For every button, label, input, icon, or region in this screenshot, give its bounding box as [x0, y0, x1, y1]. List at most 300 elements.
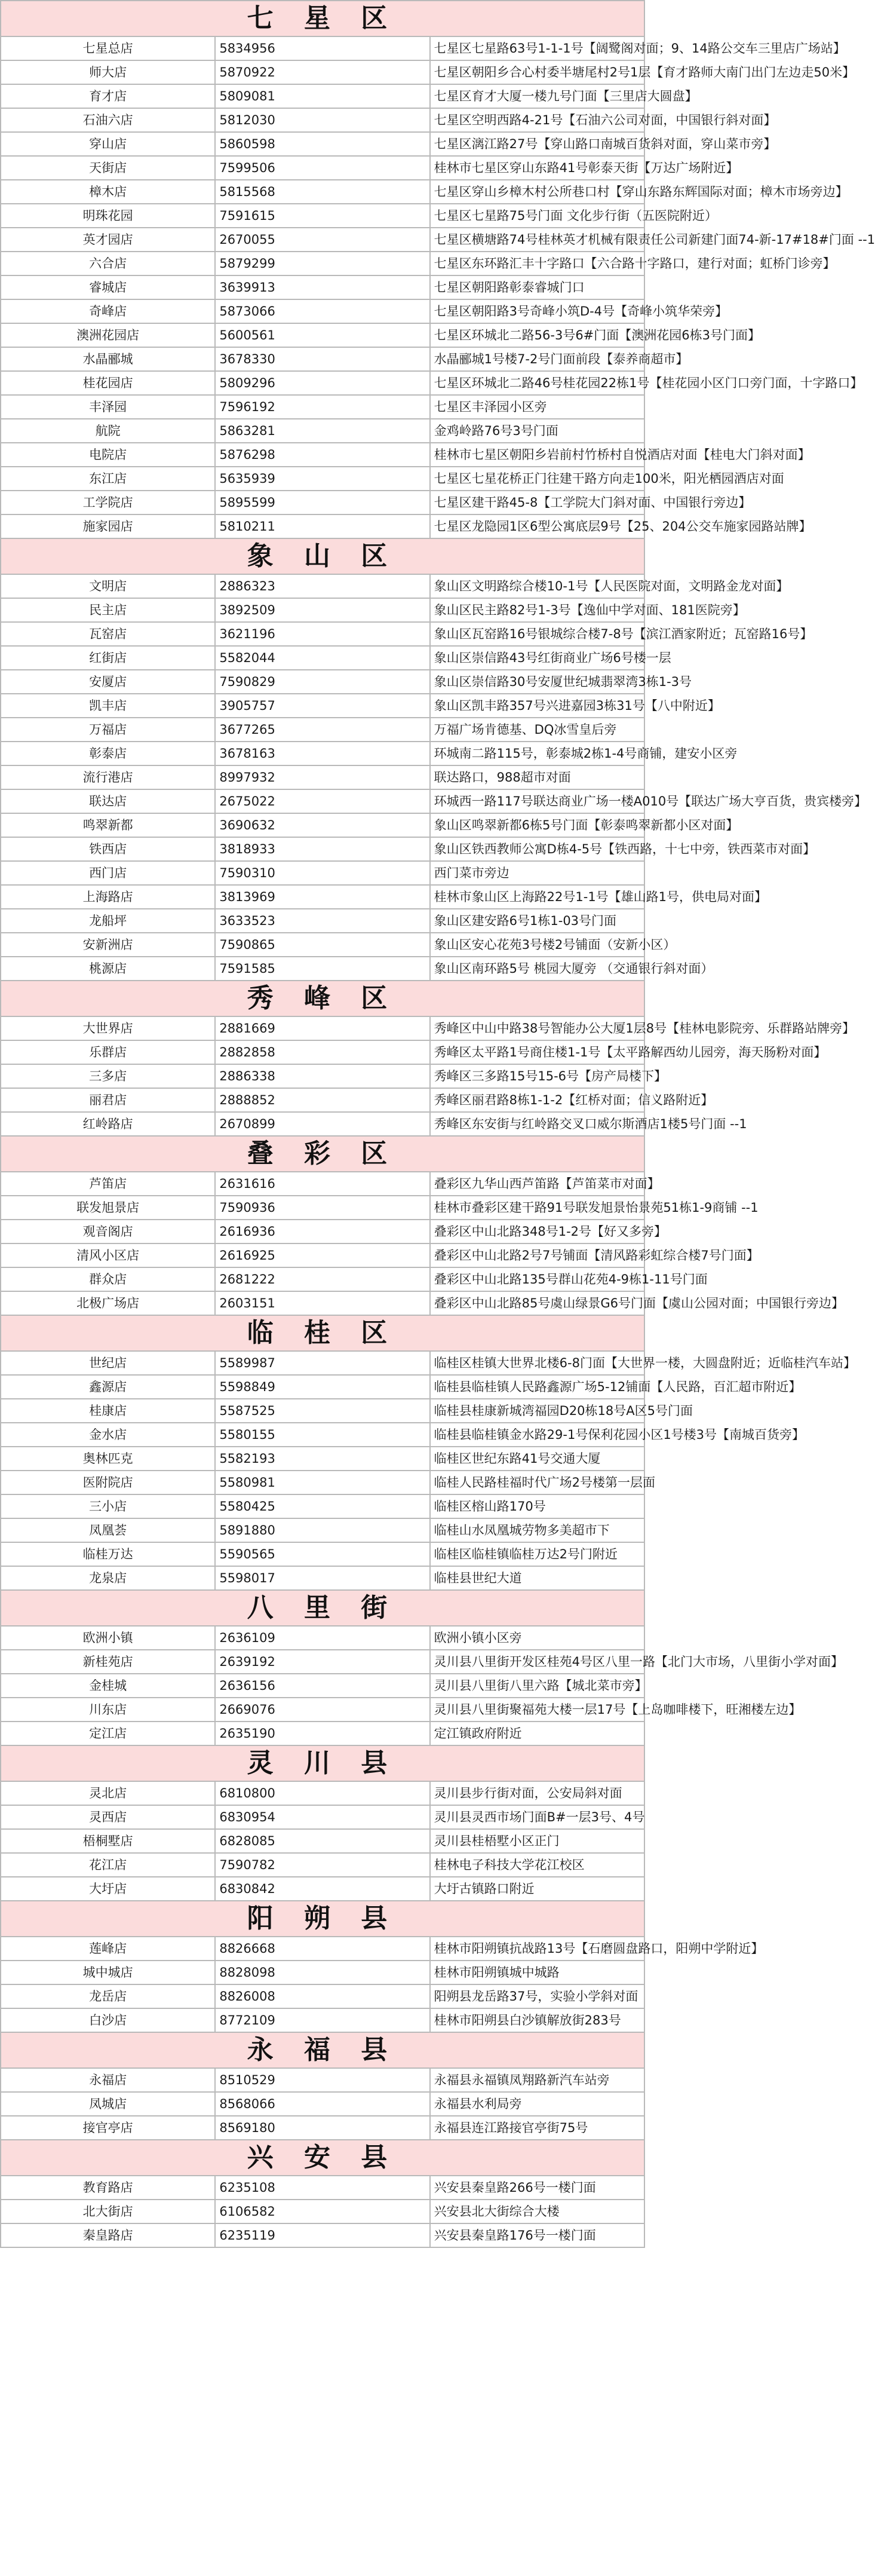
- store-row: [1, 909, 644, 933]
- store-phone: 6828085: [215, 1829, 429, 1853]
- store-phone: 7590782: [215, 1853, 429, 1877]
- store-row: [1, 598, 644, 622]
- store-address: 灵川县八里街聚福苑大楼一层17号【上岛咖啡楼下，旺湘楼左边】: [430, 1698, 644, 1722]
- store-row: [1, 252, 644, 275]
- store-phone: 2636109: [215, 1626, 429, 1650]
- district-header-row: [1, 538, 644, 574]
- store-address: 七星区七星花桥正门往建干路方向走100米，阳光栖园酒店对面: [430, 467, 644, 491]
- store-row: [1, 813, 644, 837]
- store-phone: 7590829: [215, 670, 429, 694]
- store-phone: 3639913: [215, 275, 429, 299]
- store-row: [1, 156, 644, 180]
- store-address: 定江镇政府附近: [430, 1722, 644, 1745]
- store-address: 欧洲小镇小区旁: [430, 1626, 644, 1650]
- store-address: 万福广场肯德基、DQ冰雪皇后旁: [430, 718, 644, 742]
- store-phone: 3892509: [215, 598, 429, 622]
- store-row: [1, 1518, 644, 1542]
- store-row: [1, 419, 644, 443]
- store-address: 西门菜市旁边: [430, 861, 644, 885]
- store-name: 万福店: [1, 718, 215, 742]
- store-phone: 3678330: [215, 347, 429, 371]
- store-phone: 5873066: [215, 299, 429, 323]
- store-row: [1, 1829, 644, 1853]
- store-row: [1, 1040, 644, 1064]
- district-title: 兴 安 县: [1, 2140, 644, 2176]
- store-name: 莲峰店: [1, 1937, 215, 1961]
- store-address: 七星区空明西路4-21号【石油六公司对面，中国银行斜对面】: [430, 108, 644, 132]
- store-row: [1, 1220, 644, 1243]
- district-title: 临 桂 区: [1, 1315, 644, 1351]
- store-address: 秀峰区丽君路8栋1-1-2【红桥对面；信义路附近】: [430, 1088, 644, 1112]
- store-phone: 5879299: [215, 252, 429, 275]
- store-name: 龙泉店: [1, 1566, 215, 1590]
- store-row: [1, 1626, 644, 1650]
- store-phone: 2616936: [215, 1220, 429, 1243]
- district-header-row: [1, 1315, 644, 1351]
- store-row: [1, 228, 644, 252]
- store-name: 梧桐墅店: [1, 1829, 215, 1853]
- store-name: 接官亭店: [1, 2116, 215, 2140]
- store-row: [1, 2068, 644, 2092]
- store-name: 川东店: [1, 1698, 215, 1722]
- store-address: 七星区环城北二路56-3号6#门面【澳洲花园6栋3号门面】: [430, 323, 644, 347]
- store-address: 象山区瓦窑路16号银城综合楼7-8号【滨江酒家附近；瓦窑路16号】: [430, 622, 644, 646]
- store-phone: 8772109: [215, 2008, 429, 2032]
- store-name: 鸣翠新都: [1, 813, 215, 837]
- store-row: [1, 574, 644, 598]
- district-title: 叠 彩 区: [1, 1136, 644, 1172]
- store-phone: 7590865: [215, 933, 429, 957]
- store-address: 兴安县秦皇路176号一楼门面: [430, 2223, 644, 2247]
- store-row: [1, 622, 644, 646]
- store-phone: 3677265: [215, 718, 429, 742]
- store-name: 彰泰店: [1, 742, 215, 765]
- store-phone: 8826008: [215, 1984, 429, 2008]
- store-row: [1, 1471, 644, 1494]
- store-row: [1, 2092, 644, 2116]
- store-name: 桂康店: [1, 1399, 215, 1423]
- store-name: 丰泽园: [1, 395, 215, 419]
- store-row: [1, 670, 644, 694]
- district-title: 阳 朔 县: [1, 1901, 644, 1937]
- store-address: 叠彩区中山北路85号虞山绿景G6号门面【虞山公园对面；中国银行旁边】: [430, 1291, 644, 1315]
- store-row: [1, 36, 644, 60]
- store-address: 临桂县世纪大道: [430, 1566, 644, 1590]
- store-phone: 2681222: [215, 1267, 429, 1291]
- store-row: [1, 1698, 644, 1722]
- store-phone: 5600561: [215, 323, 429, 347]
- store-address: 桂林市七星区朝阳乡岩前村竹桥村自悦酒店对面【桂电大门斜对面】: [430, 443, 644, 467]
- store-row: [1, 1399, 644, 1423]
- store-phone: 8569180: [215, 2116, 429, 2140]
- store-row: [1, 180, 644, 204]
- district-header-row: [1, 1745, 644, 1781]
- store-address: 临桂县临桂镇人民路鑫源广场5-12铺面【人民路，百汇超市附近】: [430, 1375, 644, 1399]
- store-name: 奇峰店: [1, 299, 215, 323]
- store-name: 鑫源店: [1, 1375, 215, 1399]
- store-phone: 5860598: [215, 132, 429, 156]
- store-address: 临桂山水凤凰城劳物多美超市下: [430, 1518, 644, 1542]
- store-phone: 5587525: [215, 1399, 429, 1423]
- store-name: 医附院店: [1, 1471, 215, 1494]
- store-address: 七星区朝阳乡合心村委半塘尾村2号1层【育才路师大南门出门左边走50米】: [430, 60, 644, 84]
- store-name: 石油六店: [1, 108, 215, 132]
- store-row: [1, 514, 644, 538]
- district-header-row: [1, 1590, 644, 1626]
- store-address: 七星区七星路75号门面 文化步行街（五医院附近）: [430, 204, 644, 228]
- store-phone: 5598017: [215, 1566, 429, 1590]
- store-name: 白沙店: [1, 2008, 215, 2032]
- store-row: [1, 1172, 644, 1196]
- store-phone: 5891880: [215, 1518, 429, 1542]
- store-phone: 2635190: [215, 1722, 429, 1745]
- store-row: [1, 646, 644, 670]
- store-row: [1, 742, 644, 765]
- store-name: 澳洲花园店: [1, 323, 215, 347]
- store-phone: 2886338: [215, 1064, 429, 1088]
- store-address: 临桂县临桂镇金水路29-1号保利花园小区1号楼3号【南城百货旁】: [430, 1423, 644, 1447]
- store-phone: 6235108: [215, 2176, 429, 2200]
- store-row: [1, 1853, 644, 1877]
- store-name: 明珠花园: [1, 204, 215, 228]
- district-title: 秀 峰 区: [1, 981, 644, 1016]
- store-name: 灵北店: [1, 1781, 215, 1805]
- store-phone: 5870922: [215, 60, 429, 84]
- store-name: 新桂苑店: [1, 1650, 215, 1674]
- store-phone: 7590936: [215, 1196, 429, 1220]
- store-name: 桃源店: [1, 957, 215, 981]
- store-name: 奥林匹克: [1, 1447, 215, 1471]
- store-name: 师大店: [1, 60, 215, 84]
- store-phone: 5809296: [215, 371, 429, 395]
- store-row: [1, 467, 644, 491]
- store-phone: 5809081: [215, 84, 429, 108]
- store-address: 七星区东环路汇丰十字路口【六合路十字路口，建行对面；虹桥门诊旁】: [430, 252, 644, 275]
- store-address: 七星区七星路63号1-1-1号【阔鹭阁对面；9、14路公交车三里店广场站】: [430, 36, 644, 60]
- store-phone: 3633523: [215, 909, 429, 933]
- district-header-row: [1, 2140, 644, 2176]
- store-address: 七星区丰泽园小区旁: [430, 395, 644, 419]
- store-row: [1, 1243, 644, 1267]
- store-row: [1, 108, 644, 132]
- store-phone: 2669076: [215, 1698, 429, 1722]
- store-address: 象山区文明路综合楼10-1号【人民医院对面，文明路金龙对面】: [430, 574, 644, 598]
- store-name: 安新洲店: [1, 933, 215, 957]
- store-name: 睿城店: [1, 275, 215, 299]
- store-name: 龙岳店: [1, 1984, 215, 2008]
- store-row: [1, 933, 644, 957]
- store-row: [1, 1267, 644, 1291]
- store-name: 电院店: [1, 443, 215, 467]
- store-address: 象山区民主路82号1-3号【逸仙中学对面、181医院旁】: [430, 598, 644, 622]
- store-name: 清风小区店: [1, 1243, 215, 1267]
- district-header-row: [1, 2032, 644, 2068]
- store-phone: 6830842: [215, 1877, 429, 1901]
- store-row: [1, 1447, 644, 1471]
- store-address: 灵川县八里街开发区桂苑4号区八里一路【北门大市场，八里街小学对面】: [430, 1650, 644, 1674]
- store-name: 瓦窑店: [1, 622, 215, 646]
- store-address: 桂林市阳朔镇城中城路: [430, 1961, 644, 1984]
- store-address: 灵川县灵西市场门面B#一层3号、4号: [430, 1805, 644, 1829]
- store-address: 桂林市叠彩区建干路91号联发旭景怡景苑51栋1-9商铺 --1: [430, 1196, 644, 1220]
- store-phone: 8828098: [215, 1961, 429, 1984]
- store-phone: 2670899: [215, 1112, 429, 1136]
- store-address: 七星区朝阳路彰泰睿城门口: [430, 275, 644, 299]
- store-name: 临桂万达: [1, 1542, 215, 1566]
- store-address: 象山区凯丰路357号兴进嘉园3栋31号【八中附近】: [430, 694, 644, 718]
- store-row: [1, 1196, 644, 1220]
- district-title: 灵 川 县: [1, 1745, 644, 1781]
- store-address: 桂林电子科技大学花江校区: [430, 1853, 644, 1877]
- district-title: 八 里 街: [1, 1590, 644, 1626]
- store-name: 流行港店: [1, 765, 215, 789]
- store-phone: 5589987: [215, 1351, 429, 1375]
- store-phone: 5580425: [215, 1494, 429, 1518]
- store-phone: 2886323: [215, 574, 429, 598]
- store-address: 象山区建安路6号1栋1-03号门面: [430, 909, 644, 933]
- store-row: [1, 2116, 644, 2140]
- store-phone: 2639192: [215, 1650, 429, 1674]
- store-row: [1, 204, 644, 228]
- store-row: [1, 1566, 644, 1590]
- store-address: 七星区穿山乡樟木村公所巷口村【穿山东路东辉国际对面；樟木市场旁边】: [430, 180, 644, 204]
- store-address: 七星区龙隐园1区6型公寓底层9号【25、204公交车施家园路站牌】: [430, 514, 644, 538]
- store-row: [1, 84, 644, 108]
- store-name: 上海路店: [1, 885, 215, 909]
- store-name: 安厦店: [1, 670, 215, 694]
- store-address: 七星区漓江路27号【穿山路口南城百货斜对面，穿山菜市旁】: [430, 132, 644, 156]
- store-phone: 5810211: [215, 514, 429, 538]
- store-address: 秀峰区三多路15号15-6号【房产局楼下】: [430, 1064, 644, 1088]
- store-row: [1, 885, 644, 909]
- store-name: 七星总店: [1, 36, 215, 60]
- store-phone: 5580981: [215, 1471, 429, 1494]
- store-row: [1, 1805, 644, 1829]
- store-phone: 5598849: [215, 1375, 429, 1399]
- store-phone: 2881669: [215, 1016, 429, 1040]
- store-name: 大圩店: [1, 1877, 215, 1901]
- store-name: 群众店: [1, 1267, 215, 1291]
- store-address: 七星区环城北二路46号桂花园22栋1号【桂花园小区门口旁门面，十字路口】: [430, 371, 644, 395]
- store-row: [1, 1937, 644, 1961]
- store-phone: 2603151: [215, 1291, 429, 1315]
- store-address: 叠彩区中山北路2号7号铺面【清风路彩虹综合楼7号门面】: [430, 1243, 644, 1267]
- store-address: 象山区鸣翠新都6栋5号门面【彰泰鸣翠新都小区对面】: [430, 813, 644, 837]
- store-phone: 8510529: [215, 2068, 429, 2092]
- store-phone: 7599506: [215, 156, 429, 180]
- store-address: 七星区育才大厦一楼九号门面【三里店大圆盘】: [430, 84, 644, 108]
- store-phone: 5635939: [215, 467, 429, 491]
- store-row: [1, 1984, 644, 2008]
- store-phone: 2882858: [215, 1040, 429, 1064]
- district-title: 象 山 区: [1, 538, 644, 574]
- store-name: 东江店: [1, 467, 215, 491]
- store-phone: 3678163: [215, 742, 429, 765]
- store-row: [1, 2008, 644, 2032]
- store-directory-body: [1, 1, 875, 2247]
- store-name: 城中城店: [1, 1961, 215, 1984]
- store-phone: 8568066: [215, 2092, 429, 2116]
- store-name: 北大街店: [1, 2200, 215, 2223]
- store-name: 龙船坪: [1, 909, 215, 933]
- store-address: 永福县连江路接官亭街75号: [430, 2116, 644, 2140]
- store-address: 秀峰区中山中路38号智能办公大厦1层8号【桂林电影院旁、乐群路站牌旁】: [430, 1016, 644, 1040]
- store-phone: 5834956: [215, 36, 429, 60]
- store-address: 秀峰区太平路1号商住楼1-1号【太平路解西幼儿园旁，海天肠粉对面】: [430, 1040, 644, 1064]
- store-phone: 2636156: [215, 1674, 429, 1698]
- store-name: 民主店: [1, 598, 215, 622]
- store-phone: 3690632: [215, 813, 429, 837]
- store-name: 穿山店: [1, 132, 215, 156]
- store-address: 灵川县步行街对面，公安局斜对面: [430, 1781, 644, 1805]
- store-name: 施家园店: [1, 514, 215, 538]
- store-row: [1, 1375, 644, 1399]
- store-row: [1, 299, 644, 323]
- store-row: [1, 1016, 644, 1040]
- store-row: [1, 1494, 644, 1518]
- store-name: 凤城店: [1, 2092, 215, 2116]
- store-address: 大圩古镇路口附近: [430, 1877, 644, 1901]
- store-row: [1, 1674, 644, 1698]
- store-address: 象山区南环路5号 桃园大厦旁 （交通银行斜对面）: [430, 957, 644, 981]
- store-name: 联发旭景店: [1, 1196, 215, 1220]
- store-name: 红街店: [1, 646, 215, 670]
- store-name: 红岭路店: [1, 1112, 215, 1136]
- store-address: 临桂区榕山路170号: [430, 1494, 644, 1518]
- store-phone: 8997932: [215, 765, 429, 789]
- store-phone: 2616925: [215, 1243, 429, 1267]
- store-name: 育才店: [1, 84, 215, 108]
- store-phone: 6830954: [215, 1805, 429, 1829]
- store-name: 大世界店: [1, 1016, 215, 1040]
- district-title: 七 星 区: [1, 1, 644, 36]
- store-name: 三多店: [1, 1064, 215, 1088]
- store-address: 象山区崇信路43号红街商业广场6号楼一层: [430, 646, 644, 670]
- store-phone: 3818933: [215, 837, 429, 861]
- store-address: 环城西一路117号联达商业广场一楼A010号【联达广场大亨百货，贵宾楼旁】: [430, 789, 644, 813]
- store-row: [1, 132, 644, 156]
- store-name: 灵西店: [1, 1805, 215, 1829]
- store-row: [1, 694, 644, 718]
- store-name: 定江店: [1, 1722, 215, 1745]
- store-phone: 7596192: [215, 395, 429, 419]
- store-name: 金桂城: [1, 1674, 215, 1698]
- store-name: 天街店: [1, 156, 215, 180]
- store-address: 象山区铁西教师公寓D栋4-5号【铁西路，十七中旁，铁西菜市对面】: [430, 837, 644, 861]
- store-address: 七星区朝阳路3号奇峰小筑D-4号【奇峰小筑华荣旁】: [430, 299, 644, 323]
- store-row: [1, 957, 644, 981]
- store-address: 叠彩区中山北路348号1-2号【好又多旁】: [430, 1220, 644, 1243]
- store-row: [1, 1423, 644, 1447]
- store-phone: 2675022: [215, 789, 429, 813]
- store-address: 水晶郦城1号楼7-2号门面前段【泰养商超市】: [430, 347, 644, 371]
- store-address: 桂林市象山区上海路22号1-1号【雄山路1号，供电局对面】: [430, 885, 644, 909]
- store-row: [1, 275, 644, 299]
- store-name: 西门店: [1, 861, 215, 885]
- store-row: [1, 323, 644, 347]
- district-title: 永 福 县: [1, 2032, 644, 2068]
- store-name: 秦皇路店: [1, 2223, 215, 2247]
- store-row: [1, 60, 644, 84]
- store-phone: 5590565: [215, 1542, 429, 1566]
- store-row: [1, 1961, 644, 1984]
- store-name: 芦笛店: [1, 1172, 215, 1196]
- store-name: 三小店: [1, 1494, 215, 1518]
- store-address: 兴安县北大街综合大楼: [430, 2200, 644, 2223]
- store-phone: 2670055: [215, 228, 429, 252]
- store-row: [1, 837, 644, 861]
- store-phone: 7591615: [215, 204, 429, 228]
- store-phone: 5876298: [215, 443, 429, 467]
- store-address: 桂林市阳朔镇抗战路13号【石磨圆盘路口，阳朔中学附近】: [430, 1937, 644, 1961]
- store-address: 金鸡岭路76号3号门面: [430, 419, 644, 443]
- store-address: 七星区横塘路74号桂林英才机械有限责任公司新建门面74-新-17#18#门面 --1: [430, 228, 644, 252]
- store-phone: 3621196: [215, 622, 429, 646]
- store-name: 金水店: [1, 1423, 215, 1447]
- district-header-row: [1, 981, 644, 1016]
- store-phone: 5582044: [215, 646, 429, 670]
- store-name: 乐群店: [1, 1040, 215, 1064]
- store-address: 联达路口，988超市对面: [430, 765, 644, 789]
- store-row: [1, 1781, 644, 1805]
- store-name: 工学院店: [1, 491, 215, 514]
- store-address: 叠彩区九华山西芦笛路【芦笛菜市对面】: [430, 1172, 644, 1196]
- store-address: 临桂区世纪东路41号交通大厦: [430, 1447, 644, 1471]
- store-name: 花江店: [1, 1853, 215, 1877]
- store-row: [1, 395, 644, 419]
- store-phone: 7590310: [215, 861, 429, 885]
- store-address: 兴安县秦皇路266号一楼门面: [430, 2176, 644, 2200]
- store-row: [1, 1112, 644, 1136]
- store-name: 丽君店: [1, 1088, 215, 1112]
- store-name: 樟木店: [1, 180, 215, 204]
- store-name: 航院: [1, 419, 215, 443]
- store-row: [1, 1291, 644, 1315]
- store-phone: 5812030: [215, 108, 429, 132]
- store-address: 临桂区临桂镇临桂万达2号门附近: [430, 1542, 644, 1566]
- store-address: 临桂区桂镇大世界北楼6-8门面【大世界一楼，大圆盘附近；近临桂汽车站】: [430, 1351, 644, 1375]
- store-name: 永福店: [1, 2068, 215, 2092]
- store-address: 象山区安心花苑3号楼2号铺面（安新小区）: [430, 933, 644, 957]
- store-name: 文明店: [1, 574, 215, 598]
- store-address: 叠彩区中山北路135号群山花苑4-9栋1-11号门面: [430, 1267, 644, 1291]
- store-phone: 7591585: [215, 957, 429, 981]
- store-phone: 8826668: [215, 1937, 429, 1961]
- store-name: 桂花园店: [1, 371, 215, 395]
- store-phone: 5895599: [215, 491, 429, 514]
- store-row: [1, 491, 644, 514]
- store-address: 环城南二路115号，彰泰城2栋1-4号商铺，建安小区旁: [430, 742, 644, 765]
- store-row: [1, 765, 644, 789]
- store-address: 灵川县八里街八里六路【城北菜市旁】: [430, 1674, 644, 1698]
- store-row: [1, 861, 644, 885]
- store-name: 水晶郦城: [1, 347, 215, 371]
- store-address: 永福县水利局旁: [430, 2092, 644, 2116]
- store-address: 阳朔县龙岳路37号，实验小学斜对面: [430, 1984, 644, 2008]
- store-phone: 2631616: [215, 1172, 429, 1196]
- store-name: 凤凰荟: [1, 1518, 215, 1542]
- store-row: [1, 1064, 644, 1088]
- store-row: [1, 789, 644, 813]
- store-row: [1, 1722, 644, 1745]
- store-row: [1, 1088, 644, 1112]
- store-address: 象山区崇信路30号安厦世纪城翡翠湾3栋1-3号: [430, 670, 644, 694]
- store-name: 教育路店: [1, 2176, 215, 2200]
- store-phone: 3813969: [215, 885, 429, 909]
- store-phone: 5580155: [215, 1423, 429, 1447]
- store-row: [1, 1877, 644, 1901]
- store-name: 凯丰店: [1, 694, 215, 718]
